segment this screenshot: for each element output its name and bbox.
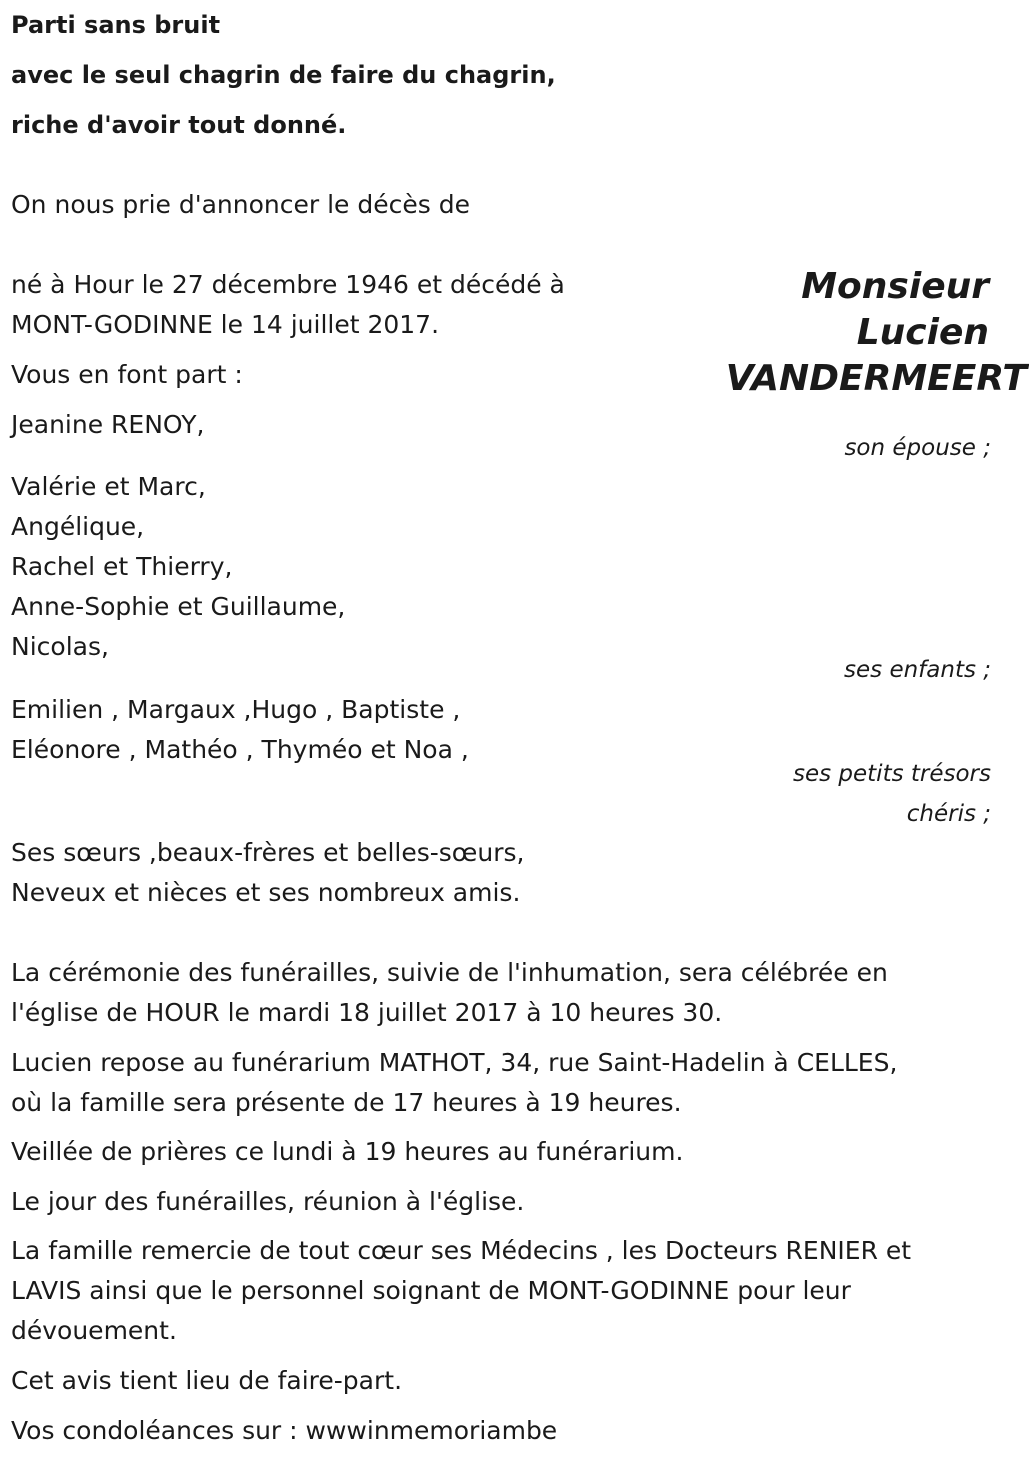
thanks-line-1: La famille remercie de tout cœur ses Médecins , les Docteurs RENIER et (11, 1236, 912, 1265)
others-line-2: Neveux et nièces et ses nombreux amis. (11, 878, 521, 907)
intro-line-1: Parti sans bruit (11, 11, 221, 39)
child-line: Valérie et Marc, (11, 472, 206, 501)
thanks-line-2: LAVIS ainsi que le personnel soignant de MONT-GODINNE pour leur (11, 1276, 851, 1305)
grandchildren-line-2: Eléonore , Mathéo , Thyméo et Noa , (11, 735, 469, 764)
grandchildren-line-1: Emilien , Margaux ,Hugo , Baptiste , (11, 695, 461, 724)
deceased-title: Monsieur (801, 266, 989, 307)
ceremony-line-2: l'église de HOUR le mardi 18 juillet 2017 à 10 heures 30. (11, 998, 723, 1027)
child-line: Anne-Sophie et Guillaume, (11, 592, 346, 621)
others-line-1: Ses sœurs ,beaux-frères et belles-sœurs, (11, 838, 525, 867)
birth-death-line-2: MONT-GODINNE le 14 juillet 2017. (11, 310, 440, 339)
thanks-line-3: dévouement. (11, 1316, 177, 1345)
announcement: On nous prie d'annoncer le décès de (11, 190, 470, 219)
intro-line-3: riche d'avoir tout donné. (11, 111, 347, 139)
meeting: Le jour des funérailles, réunion à l'église. (11, 1187, 525, 1216)
funeral-home-line-1: Lucien repose au funérarium MATHOT, 34, rue Saint-Hadelin à CELLES, (11, 1048, 898, 1077)
ceremony-line-1: La cérémonie des funérailles, suivie de l'inhumation, sera célébrée en (11, 958, 888, 987)
funeral-home-line-2: où la famille sera présente de 17 heures à 19 heures. (11, 1088, 682, 1117)
birth-death-line-1: né à Hour le 27 décembre 1946 et décédé à (11, 270, 565, 299)
child-line: Rachel et Thierry, (11, 552, 233, 581)
child-line: Angélique, (11, 512, 145, 541)
notice: Cet avis tient lieu de faire-part. (11, 1366, 403, 1395)
intro-line-2: avec le seul chagrin de faire du chagrin, (11, 61, 556, 89)
deceased-last-name: VANDERMEERT (725, 358, 1027, 399)
family-intro: Vous en font part : (11, 360, 243, 389)
condolences: Vos condoléances sur : wwwinmemoriambe (11, 1416, 558, 1445)
spouse-relation: son épouse ; (844, 435, 991, 461)
deceased-first-name: Lucien (856, 312, 989, 353)
prayer-vigil: Veillée de prières ce lundi à 19 heures au funérarium. (11, 1137, 684, 1166)
deceased-name (726, 264, 1027, 402)
child-line: Nicolas, (11, 632, 109, 661)
children-relation: ses enfants ; (844, 657, 991, 683)
grandchildren-relation-line-2: chéris ; (906, 801, 991, 827)
spouse-name: Jeanine RENOY, (11, 410, 205, 439)
grandchildren-relation-line-1: ses petits trésors (792, 761, 991, 787)
